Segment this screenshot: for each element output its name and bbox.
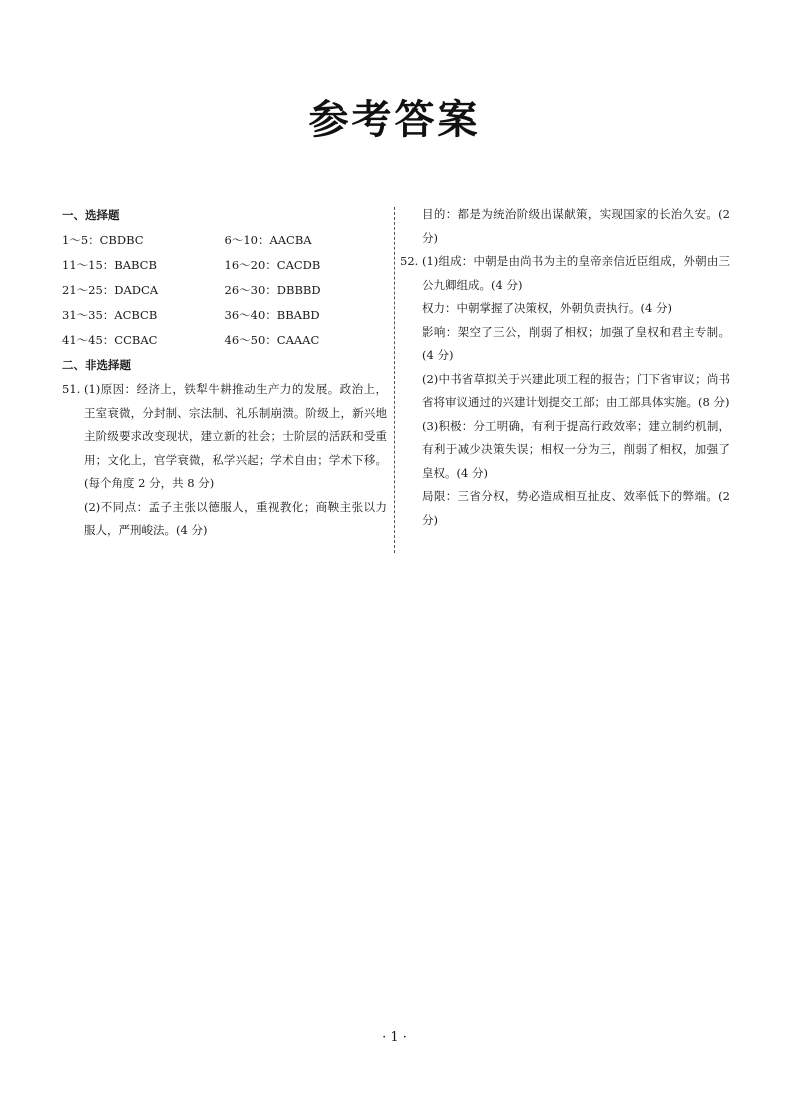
answer-row bbox=[62, 328, 387, 353]
answer-paragraph: (3)积极：分工明确，有利于提高行政效率；建立制约机制，有利于减少决策失误；相权一分为三，削弱了相权，加强了皇权。(4 分) bbox=[422, 418, 730, 480]
answer-paragraph: 影响：架空了三公，削弱了相权；加强了皇权和君主专制。(4 分) bbox=[422, 324, 730, 362]
page-title: 参考答案 bbox=[308, 97, 481, 143]
question-52 bbox=[400, 250, 730, 532]
answer-group: 1～5：CBDBC bbox=[62, 233, 144, 247]
answer-group: 26～30：DBBBD bbox=[224, 283, 321, 297]
answer-group: 21～25：DADCA bbox=[62, 283, 159, 297]
answer-group: 16～20：CACDB bbox=[224, 258, 321, 272]
answer-paragraph: (2)中书省草拟关于兴建此项工程的报告；门下省审议；尚书省将审议通过的兴建计划提交工部；由工部具体实施。(8 分) bbox=[422, 371, 730, 409]
answer-paragraph: 局限：三省分权，势必造成相互扯皮、效率低下的弊端。(2 分) bbox=[422, 489, 730, 527]
question-51 bbox=[62, 378, 387, 543]
answer-paragraph: (1)原因：经济上，铁犁牛耕推动生产力的发展。政治上，王室衰微，分封制、宗法制、礼乐制崩溃。阶级上，新兴地主阶级要求改变现状，建立新的社会；士阶层的活跃和受重用；文化上，官学衰微，私学兴起；学术自由；学术下移。(每个角度 2 分，共 8 分) bbox=[84, 382, 387, 490]
left-column bbox=[62, 203, 387, 543]
answer-row bbox=[62, 278, 387, 303]
question-number: 52. bbox=[400, 254, 419, 268]
page-number: · 1 · bbox=[382, 1030, 407, 1045]
answer-group: 6～10：AACBA bbox=[224, 233, 312, 247]
answer-group: 41～45：CCBAC bbox=[62, 333, 158, 347]
right-column bbox=[400, 203, 730, 532]
section-heading-non-choice: 二、非选择题 bbox=[62, 358, 131, 372]
answer-group: 46～50：CAAAC bbox=[224, 333, 320, 347]
answer-row bbox=[62, 303, 387, 328]
answer-group: 11～15：BABCB bbox=[62, 258, 157, 272]
answer-row bbox=[62, 253, 387, 278]
answer-group: 36～40：BBABD bbox=[224, 308, 320, 322]
answer-group: 31～35：ACBCB bbox=[62, 308, 158, 322]
answer-paragraph: (1)组成：中朝是由尚书为主的皇帝亲信近臣组成，外朝由三公九卿组成。(4 分) bbox=[422, 254, 730, 292]
answer-paragraph: (2)不同点：孟子主张以德服人，重视教化；商鞅主张以力服人，严刑峻法。(4 分) bbox=[84, 499, 387, 537]
column-divider bbox=[394, 207, 395, 553]
answer-paragraph: 目的：都是为统治阶级出谋献策，实现国家的长治久安。(2 分) bbox=[422, 207, 730, 245]
answer-row bbox=[62, 228, 387, 253]
section-heading-choice: 一、选择题 bbox=[62, 208, 120, 222]
answer-paragraph: 权力：中朝掌握了决策权，外朝负责执行。(4 分) bbox=[422, 301, 672, 315]
question-number: 51. bbox=[62, 382, 81, 396]
